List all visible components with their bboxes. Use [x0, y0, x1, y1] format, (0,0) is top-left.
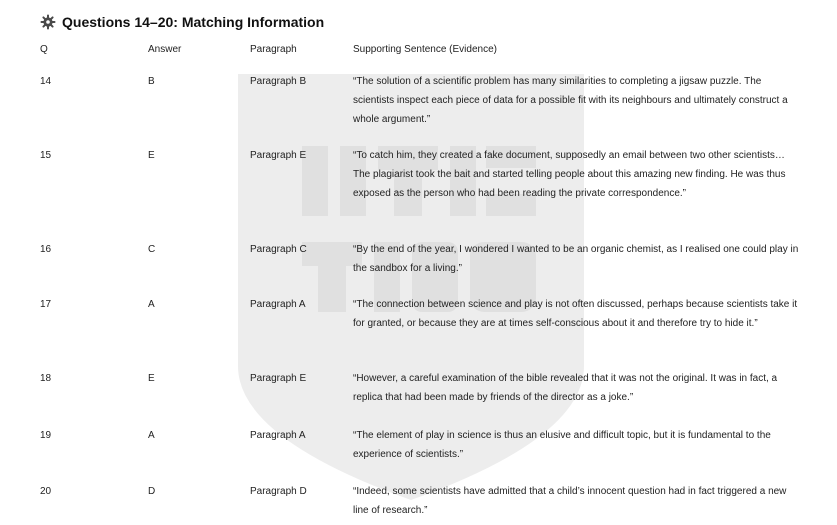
- column-header-paragraph: Paragraph: [250, 44, 297, 55]
- evidence-sentence: “By the end of the year, I wondered I wanted to be an organic chemist, as I realised one could play in the sandbox for a living.”: [353, 244, 799, 274]
- paragraph-reference: Paragraph E: [250, 373, 307, 384]
- evidence-sentence: “The element of play in science is thus an elusive and difficult topic, but it is fundamental to the experience of scientists.”: [353, 430, 771, 460]
- column-header-q: Q: [40, 44, 48, 55]
- answer-letter: A: [148, 430, 155, 441]
- paragraph-reference: Paragraph E: [250, 150, 307, 161]
- gear-icon: [40, 14, 56, 30]
- question-number: 19: [40, 430, 52, 441]
- section-heading: [40, 11, 324, 33]
- evidence-sentence: “The connection between science and play is not often discussed, perhaps because scientists take it for granted, or because they are at times self-conscious about it and therefore try to hide it.”: [353, 299, 798, 329]
- paragraph-reference: Paragraph B: [250, 76, 307, 87]
- evidence-sentence: “However, a careful examination of the bible revealed that it was not the original. It was in fact, a replica that had been made by friends of the director as a joke.”: [353, 373, 778, 403]
- answer-letter: D: [148, 486, 156, 497]
- question-number: 16: [40, 244, 52, 255]
- question-number: 14: [40, 76, 52, 87]
- evidence-sentence: “The solution of a scientific problem has many similarities to completing a jigsaw puzzle. The scientists inspect each piece of data for a possible fit with its neighbours and ultimately construct a whole argument.”: [353, 76, 788, 125]
- question-number: 18: [40, 373, 52, 384]
- column-header-evidence: Supporting Sentence (Evidence): [353, 44, 497, 55]
- column-header-answer: Answer: [148, 44, 182, 55]
- answer-letter: A: [148, 299, 155, 310]
- paragraph-reference: Paragraph C: [250, 244, 307, 255]
- answer-letter: E: [148, 150, 155, 161]
- question-number: 20: [40, 486, 52, 497]
- answer-letter: B: [148, 76, 155, 87]
- page-title: Questions 14–20: Matching Information: [62, 14, 325, 30]
- answer-letter: E: [148, 373, 155, 384]
- paragraph-reference: Paragraph A: [250, 430, 306, 441]
- question-number: 17: [40, 299, 52, 310]
- evidence-sentence: “Indeed, some scientists have admitted that a child’s innocent question had in fact triggered a new line of research.”: [353, 486, 787, 516]
- paragraph-reference: Paragraph A: [250, 299, 306, 310]
- question-number: 15: [40, 150, 52, 161]
- paragraph-reference: Paragraph D: [250, 486, 307, 497]
- evidence-sentence: “To catch him, they created a fake document, supposedly an email between two other scientists… The plagiarist took the bait and started telling people about this amazing new finding. He was thus exposed as the person who had been reading the private correspondence.”: [353, 150, 786, 199]
- answer-letter: C: [148, 244, 156, 255]
